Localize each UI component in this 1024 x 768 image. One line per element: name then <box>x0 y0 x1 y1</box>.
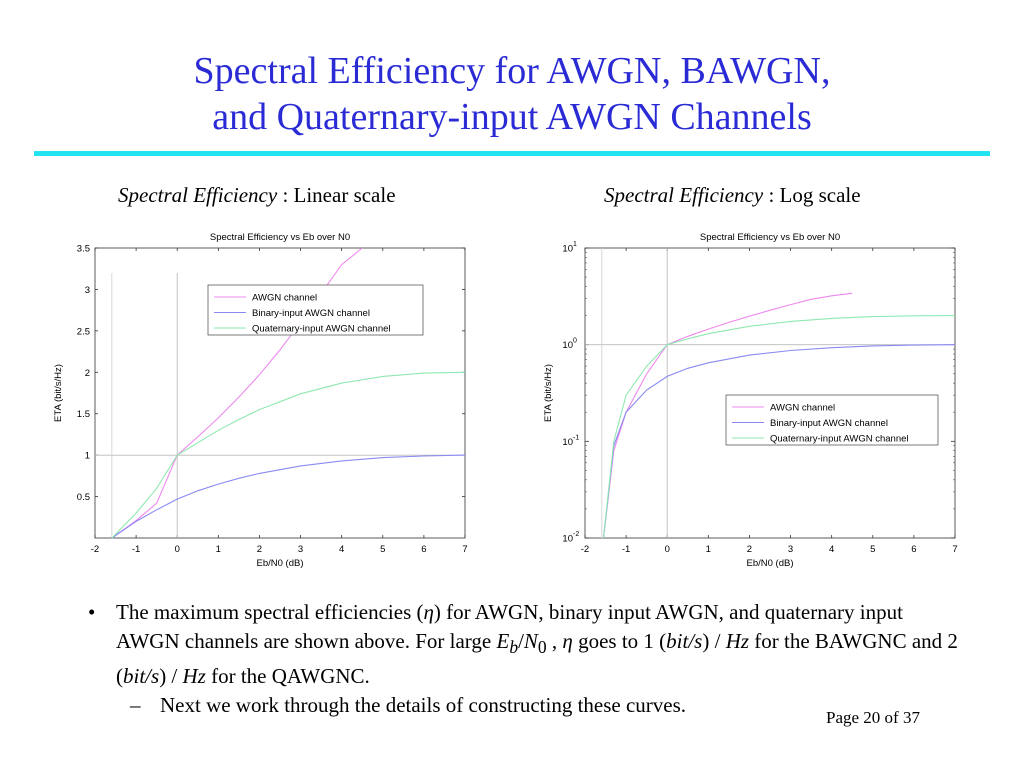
bullet-main <box>82 598 962 691</box>
y-tick-label: 10 <box>562 436 573 448</box>
bullet-text-1: The maximum spectral efficiencies ( <box>116 600 424 624</box>
plot-area <box>585 248 955 538</box>
x-tick-label: 1 <box>705 544 711 555</box>
x-tick-label: 2 <box>256 544 263 555</box>
bullet-hz-2: Hz <box>182 664 206 689</box>
legend <box>726 395 938 445</box>
slide-title-line-2: and Quaternary-input AWGN Channels <box>212 96 812 138</box>
x-tick-label: 4 <box>339 544 345 555</box>
legend-entry-1: Binary-input AWGN channel <box>252 308 370 319</box>
y-axis-label: ETA (bit/s/Hz) <box>543 364 554 422</box>
right-chart-heading <box>604 183 861 208</box>
chart-title: Spectral Efficiency vs Eb over N0 <box>209 232 351 243</box>
x-tick-label: 4 <box>829 544 835 555</box>
y-tick-label: 2.5 <box>76 326 90 338</box>
y-tick-exponent: -1 <box>573 434 580 442</box>
legend-entry-0: AWGN channel <box>770 402 836 414</box>
bullet-hz-1: Hz <box>725 629 750 653</box>
y-tick-label: 1 <box>84 450 90 462</box>
bullet-text-3: goes to 1 ( <box>572 629 667 653</box>
x-tick-label: 7 <box>462 544 468 555</box>
y-tick-label: 2 <box>84 367 90 379</box>
legend <box>208 285 423 335</box>
sub-bullet-dash: – <box>130 693 141 718</box>
page-number: Page 20 of 37 <box>826 708 920 727</box>
title-divider <box>34 151 990 156</box>
x-tick-label: 0 <box>174 544 180 555</box>
slide-title-line-1: Spectral Efficiency for AWGN, BAWGN, <box>193 50 831 92</box>
chart-title: Spectral Efficiency vs Eb over N0 <box>699 232 841 243</box>
bullet-eta-symbol: η <box>423 600 434 624</box>
bullet-bits-2: bit/s <box>123 664 160 689</box>
bullet-bits-1: bit/s <box>666 629 703 653</box>
legend-entry-1: Binary-input AWGN channel <box>770 418 888 429</box>
y-tick-exponent: 1 <box>573 241 577 248</box>
right-chart-heading-rest: : Log scale <box>763 183 861 207</box>
x-tick-label: 0 <box>664 544 670 555</box>
bullet-text-5: for the BAWGNC and 2 ( <box>116 629 958 689</box>
x-tick-label: 1 <box>215 544 221 555</box>
bullet-text-7: for the QAWGNC. <box>205 664 370 689</box>
left-chart-heading-rest: : Linear scale <box>277 183 396 207</box>
x-tick-label: 6 <box>911 544 917 555</box>
log-scale-chart <box>530 224 980 574</box>
bullet-dot: • <box>88 600 96 624</box>
x-tick-label: -2 <box>580 544 590 555</box>
bullet-eta-symbol-2: η <box>562 629 573 653</box>
x-tick-label: -1 <box>621 544 631 555</box>
bullet-comma: , <box>546 629 563 653</box>
sub-bullet-text: Next we work through the details of constructing these curves. <box>160 693 687 718</box>
right-chart-heading-italic: Spectral Efficiency <box>604 183 764 207</box>
y-tick-label: 1.5 <box>76 409 90 421</box>
x-tick-label: 3 <box>297 544 304 555</box>
linear-scale-chart <box>40 224 490 574</box>
x-tick-label: 2 <box>746 544 753 555</box>
x-axis-label: Eb/N0 (dB) <box>256 558 304 569</box>
y-tick-label: 3 <box>84 284 90 296</box>
x-tick-label: -1 <box>131 544 141 555</box>
x-tick-label: 6 <box>421 544 427 555</box>
bullet-eb-subscript: b <box>509 637 519 658</box>
slide-title <box>0 48 1024 140</box>
bullet-n0-symbol: N <box>523 629 538 653</box>
x-tick-label: -2 <box>90 544 100 555</box>
bullet-eb-symbol: E <box>496 629 510 653</box>
legend-entry-2: Quaternary-input AWGN channel <box>252 323 391 335</box>
bullet-list <box>82 598 962 720</box>
y-tick-label: 10 <box>562 533 573 545</box>
y-tick-label: 3.5 <box>76 243 90 255</box>
bullet-n0-subscript: 0 <box>537 637 547 658</box>
y-tick-label: 0.5 <box>76 492 90 504</box>
x-tick-label: 5 <box>870 544 876 555</box>
bullet-text-2: ) for AWGN, binary input AWGN, and quaternary input AWGN channels are shown above. For large <box>116 600 903 653</box>
legend-entry-0: AWGN channel <box>252 292 318 304</box>
y-axis-label: ETA (bit/s/Hz) <box>53 364 64 422</box>
x-axis-label: Eb/N0 (dB) <box>746 558 794 569</box>
left-chart-heading <box>118 183 396 208</box>
y-tick-exponent: -2 <box>573 531 580 538</box>
y-tick-exponent: 0 <box>573 337 577 345</box>
bullet-text-6: ) / <box>159 664 183 689</box>
x-tick-label: 5 <box>380 544 386 555</box>
x-tick-label: 7 <box>952 544 958 555</box>
x-tick-label: 3 <box>787 544 794 555</box>
bullet-slash: / <box>518 629 524 653</box>
bullet-text-4: ) / <box>702 629 726 653</box>
y-tick-label: 10 <box>562 243 573 255</box>
legend-entry-2: Quaternary-input AWGN channel <box>770 433 909 445</box>
left-chart-heading-italic: Spectral Efficiency <box>118 183 278 207</box>
y-tick-label: 10 <box>562 340 573 352</box>
